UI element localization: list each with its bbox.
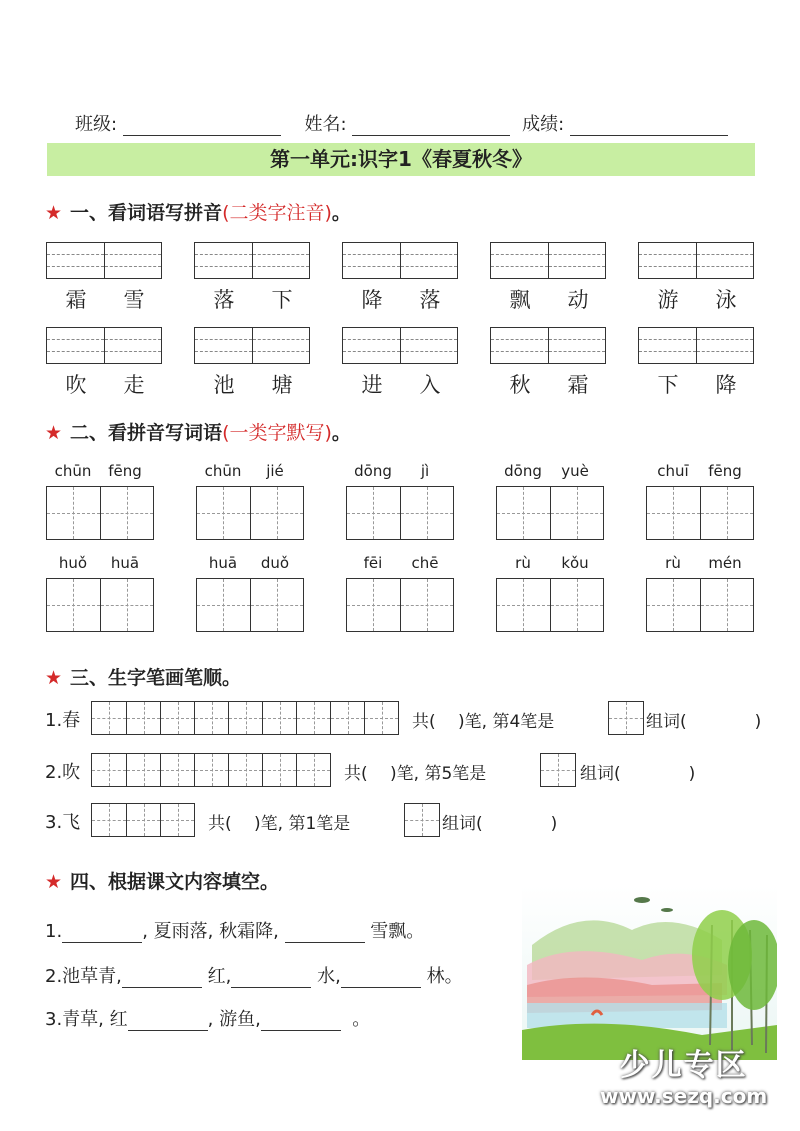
stroke-order-strip[interactable] bbox=[91, 701, 399, 735]
name-label: 姓名: bbox=[304, 114, 347, 135]
stroke-answer-box[interactable] bbox=[540, 753, 576, 787]
fill-blank[interactable] bbox=[261, 1012, 341, 1031]
tian-cell[interactable] bbox=[497, 579, 550, 631]
word-group-text: 组词( ) bbox=[646, 712, 762, 732]
stroke-cell[interactable] bbox=[92, 804, 126, 836]
section2-title: 二、看拼音写词语 bbox=[70, 422, 223, 444]
character-writing-box[interactable] bbox=[346, 486, 454, 540]
tian-cell[interactable] bbox=[647, 487, 700, 539]
pinyin-label: chē bbox=[411, 554, 439, 572]
word-char: 霜 bbox=[65, 288, 87, 312]
stroke-count-text: 共( )笔, 第4笔是 bbox=[412, 712, 555, 732]
character-writing-box[interactable] bbox=[346, 578, 454, 632]
pinyin-label: yuè bbox=[561, 462, 589, 480]
tian-cell[interactable] bbox=[550, 487, 604, 539]
word-char: 入 bbox=[419, 373, 441, 397]
section1-end: 。 bbox=[331, 202, 351, 224]
pinyin-answer-box[interactable] bbox=[342, 242, 458, 279]
fill-text: , 夏雨落, 秋霜降, bbox=[142, 921, 279, 942]
pinyin-cell[interactable] bbox=[47, 328, 104, 363]
site-watermark bbox=[600, 1040, 767, 1108]
stroke-char-label: 3.飞 bbox=[45, 812, 81, 833]
pinyin-label: mén bbox=[708, 554, 742, 572]
stroke-answer-box[interactable] bbox=[404, 803, 440, 837]
star-icon: ★ bbox=[45, 202, 63, 224]
pinyin-cell[interactable] bbox=[696, 243, 754, 278]
stroke-cell[interactable] bbox=[609, 702, 643, 734]
word-char: 霜 bbox=[567, 373, 589, 397]
section2-heading bbox=[45, 418, 351, 445]
pinyin-cell[interactable] bbox=[252, 243, 310, 278]
stroke-cell[interactable] bbox=[126, 702, 160, 734]
score-label: 成绩: bbox=[522, 114, 565, 135]
fill-text: 雪飘。 bbox=[370, 921, 425, 942]
tian-cell[interactable] bbox=[347, 579, 400, 631]
stroke-count-text: 共( )笔, 第5笔是 bbox=[344, 764, 487, 784]
pinyin-cell[interactable] bbox=[252, 328, 310, 363]
word-char: 进 bbox=[361, 373, 383, 397]
pinyin-cell[interactable] bbox=[548, 243, 606, 278]
pinyin-label: fēng bbox=[708, 462, 742, 480]
fill-text: 2.池草青, bbox=[45, 966, 122, 987]
pinyin-cell[interactable] bbox=[343, 328, 400, 363]
fill-text: 林。 bbox=[426, 966, 463, 987]
watermark-brand: 少儿专区 bbox=[619, 1048, 748, 1083]
stroke-char-label: 1.春 bbox=[45, 710, 81, 731]
fill-text: 1. bbox=[45, 921, 63, 942]
stroke-count-text: 共( )笔, 第1笔是 bbox=[208, 814, 351, 834]
stroke-cell[interactable] bbox=[262, 702, 296, 734]
pinyin-label: fēi bbox=[363, 554, 383, 572]
pinyin-cell[interactable] bbox=[195, 328, 252, 363]
stroke-cell[interactable] bbox=[92, 754, 126, 786]
stroke-cell[interactable] bbox=[126, 804, 160, 836]
section2-note: (一类字默写) bbox=[222, 422, 332, 444]
word-char: 降 bbox=[715, 373, 737, 397]
section1-title: 一、看词语写拼音 bbox=[70, 202, 223, 224]
landscape-illustration bbox=[522, 885, 777, 1060]
pinyin-label: chūn bbox=[204, 462, 242, 480]
stroke-cell[interactable] bbox=[228, 754, 262, 786]
pinyin-answer-box[interactable] bbox=[490, 327, 606, 364]
stroke-char-label: 2.吹 bbox=[45, 762, 81, 783]
fill-blank[interactable] bbox=[122, 969, 202, 988]
pinyin-cell[interactable] bbox=[491, 243, 548, 278]
tian-cell[interactable] bbox=[700, 487, 754, 539]
pinyin-label: chūn bbox=[54, 462, 92, 480]
word-char: 走 bbox=[123, 373, 145, 397]
stroke-cell[interactable] bbox=[228, 702, 262, 734]
stroke-cell[interactable] bbox=[364, 702, 398, 734]
stroke-cell[interactable] bbox=[160, 804, 194, 836]
word-char: 游 bbox=[657, 288, 679, 312]
score-blank[interactable] bbox=[570, 115, 728, 136]
name-blank[interactable] bbox=[352, 115, 510, 136]
pinyin-answer-box[interactable] bbox=[194, 327, 310, 364]
word-char: 飘 bbox=[509, 288, 531, 312]
pinyin-answer-box[interactable] bbox=[194, 242, 310, 279]
fill-text: 3.青草, 红 bbox=[45, 1009, 128, 1030]
star-icon: ★ bbox=[45, 667, 63, 689]
pinyin-label: rù bbox=[515, 554, 531, 572]
word-char: 雪 bbox=[123, 288, 145, 312]
pinyin-label: fēng bbox=[108, 462, 142, 480]
stroke-cell[interactable] bbox=[541, 754, 575, 786]
pinyin-cell[interactable] bbox=[548, 328, 606, 363]
tian-cell[interactable] bbox=[400, 487, 454, 539]
tian-cell[interactable] bbox=[100, 487, 154, 539]
pinyin-label: jié bbox=[266, 462, 284, 480]
pinyin-answer-box[interactable] bbox=[638, 242, 754, 279]
word-group-text: 组词( ) bbox=[442, 814, 558, 834]
section4-heading bbox=[45, 867, 279, 894]
pinyin-cell[interactable] bbox=[696, 328, 754, 363]
character-writing-box[interactable] bbox=[646, 486, 754, 540]
tian-cell[interactable] bbox=[47, 579, 100, 631]
pinyin-cell[interactable] bbox=[639, 243, 696, 278]
pinyin-cell[interactable] bbox=[491, 328, 548, 363]
fill-blank[interactable] bbox=[128, 1012, 208, 1031]
pinyin-answer-box[interactable] bbox=[490, 242, 606, 279]
watermark-url: www.sezq.com bbox=[600, 1084, 768, 1108]
pinyin-label: duǒ bbox=[260, 554, 290, 572]
character-writing-box[interactable] bbox=[496, 486, 604, 540]
pinyin-label: rù bbox=[665, 554, 681, 572]
fill-text: , 游鱼, bbox=[207, 1009, 261, 1030]
fill-line-3 bbox=[45, 1005, 370, 1031]
pinyin-cell[interactable] bbox=[104, 328, 162, 363]
stroke-cell[interactable] bbox=[296, 702, 330, 734]
word-char: 落 bbox=[419, 288, 441, 312]
word-char: 秋 bbox=[509, 373, 531, 397]
stroke-cell[interactable] bbox=[126, 754, 160, 786]
stroke-cell[interactable] bbox=[194, 754, 228, 786]
tian-cell[interactable] bbox=[197, 487, 250, 539]
pinyin-cell[interactable] bbox=[400, 243, 458, 278]
stroke-order-strip[interactable] bbox=[91, 803, 195, 837]
tian-cell[interactable] bbox=[647, 579, 700, 631]
stroke-cell[interactable] bbox=[296, 754, 330, 786]
class-blank[interactable] bbox=[123, 115, 281, 136]
stroke-cell[interactable] bbox=[262, 754, 296, 786]
section1-note: (二类字注音) bbox=[222, 202, 332, 224]
pinyin-label: dōng bbox=[504, 462, 542, 480]
pinyin-cell[interactable] bbox=[195, 243, 252, 278]
pinyin-label: kǒu bbox=[561, 554, 589, 572]
pinyin-label: jì bbox=[420, 462, 430, 480]
tian-cell[interactable] bbox=[550, 579, 604, 631]
pinyin-label: dōng bbox=[354, 462, 392, 480]
word-char: 动 bbox=[567, 288, 589, 312]
section3-title: 三、生字笔画笔顺。 bbox=[70, 667, 242, 689]
tian-cell[interactable] bbox=[100, 579, 154, 631]
tian-cell[interactable] bbox=[347, 487, 400, 539]
tian-cell[interactable] bbox=[497, 487, 550, 539]
tian-cell[interactable] bbox=[400, 579, 454, 631]
fill-blank[interactable] bbox=[341, 969, 421, 988]
stroke-cell[interactable] bbox=[92, 702, 126, 734]
section2-end: 。 bbox=[331, 422, 351, 444]
tian-cell[interactable] bbox=[47, 487, 100, 539]
character-writing-box[interactable] bbox=[46, 486, 154, 540]
character-writing-box[interactable] bbox=[496, 578, 604, 632]
class-label: 班级: bbox=[75, 114, 118, 135]
word-char: 落 bbox=[213, 288, 235, 312]
word-char: 降 bbox=[361, 288, 383, 312]
fill-text: 水, bbox=[317, 966, 341, 987]
pinyin-cell[interactable] bbox=[47, 243, 104, 278]
star-icon: ★ bbox=[45, 871, 63, 893]
section4-title: 四、根据课文内容填空。 bbox=[70, 871, 280, 893]
word-char: 塘 bbox=[271, 373, 293, 397]
fill-line-1 bbox=[45, 917, 424, 943]
stroke-cell[interactable] bbox=[160, 702, 194, 734]
section1-heading bbox=[45, 198, 351, 225]
pinyin-answer-box[interactable] bbox=[342, 327, 458, 364]
fill-blank[interactable] bbox=[285, 924, 365, 943]
word-group-text: 组词( ) bbox=[580, 764, 696, 784]
tian-cell[interactable] bbox=[700, 579, 754, 631]
pinyin-label: chuī bbox=[657, 462, 689, 480]
word-char: 下 bbox=[271, 288, 293, 312]
pinyin-cell[interactable] bbox=[400, 328, 458, 363]
word-char: 泳 bbox=[715, 288, 737, 312]
pinyin-label: huā bbox=[110, 554, 140, 572]
tian-cell[interactable] bbox=[250, 579, 304, 631]
stroke-cell[interactable] bbox=[194, 702, 228, 734]
fill-text: 红, bbox=[207, 966, 232, 987]
stroke-order-strip[interactable] bbox=[91, 753, 331, 787]
pinyin-answer-box[interactable] bbox=[46, 242, 162, 279]
stroke-cell[interactable] bbox=[405, 804, 439, 836]
stroke-cell[interactable] bbox=[160, 754, 194, 786]
character-writing-box[interactable] bbox=[46, 578, 154, 632]
star-icon: ★ bbox=[45, 422, 63, 444]
stroke-answer-box[interactable] bbox=[608, 701, 644, 735]
pinyin-cell[interactable] bbox=[343, 243, 400, 278]
pinyin-label: huā bbox=[208, 554, 238, 572]
fill-text: 。 bbox=[352, 1009, 371, 1030]
pinyin-cell[interactable] bbox=[104, 243, 162, 278]
unit-title-banner: 第一单元:识字1《春夏秋冬》 bbox=[47, 143, 755, 176]
student-info-header bbox=[75, 110, 728, 136]
tian-cell[interactable] bbox=[197, 579, 250, 631]
pinyin-answer-box[interactable] bbox=[46, 327, 162, 364]
fill-line-2 bbox=[45, 962, 463, 988]
tian-cell[interactable] bbox=[250, 487, 304, 539]
pinyin-cell[interactable] bbox=[639, 328, 696, 363]
character-writing-box[interactable] bbox=[196, 578, 304, 632]
pinyin-answer-box[interactable] bbox=[638, 327, 754, 364]
fill-blank[interactable] bbox=[231, 969, 311, 988]
section3-heading bbox=[45, 663, 241, 690]
fill-blank[interactable] bbox=[62, 924, 142, 943]
character-writing-box[interactable] bbox=[646, 578, 754, 632]
word-char: 池 bbox=[213, 373, 235, 397]
character-writing-box[interactable] bbox=[196, 486, 304, 540]
word-char: 下 bbox=[657, 373, 679, 397]
stroke-cell[interactable] bbox=[330, 702, 364, 734]
pinyin-label: huǒ bbox=[58, 554, 88, 572]
word-char: 吹 bbox=[65, 373, 87, 397]
